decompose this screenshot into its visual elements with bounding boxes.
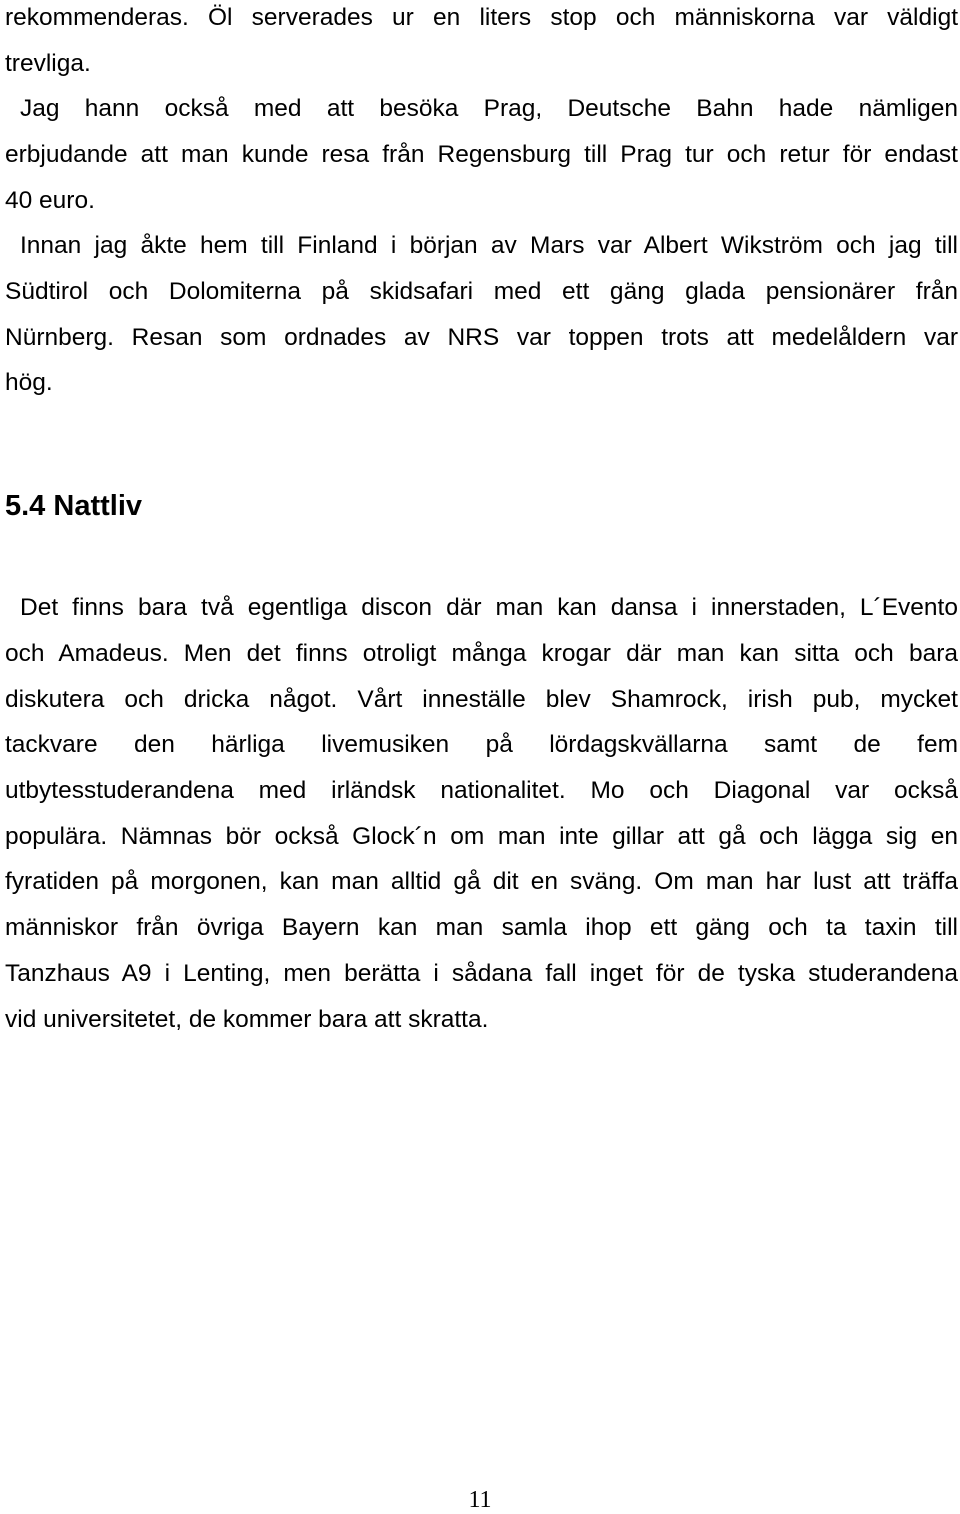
- document-page: [5, 0, 960, 1512]
- section-line-9: Tanzhaus A9 i Lenting, men berätta i sådana fall inget för de tyska studerandena: [5, 960, 958, 987]
- section-line-6: populära. Nämnas bör också Glock´n om man inte gillar att gå och lägga sig en: [5, 823, 958, 850]
- page-number: 11: [468, 1487, 492, 1513]
- section-line-1: Det finns bara två egentliga discon där man kan dansa i innerstaden, L´Evento: [20, 594, 958, 621]
- section-line-10: vid universitetet, de kommer bara att skratta.: [5, 1006, 489, 1033]
- paragraph-3-line-2: Südtirol och Dolomiterna på skidsafari med ett gäng glada pensionärer från: [5, 278, 958, 305]
- section-line-8: människor från övriga Bayern kan man samla ihop ett gäng och ta taxin till: [5, 914, 958, 941]
- section-line-5: utbytesstuderandena med irländsk nationalitet. Mo och Diagonal var också: [5, 777, 958, 804]
- section-line-2: och Amadeus. Men det finns otroligt många krogar där man kan sitta och bara: [5, 640, 958, 667]
- paragraph-3-line-1: Innan jag åkte hem till Finland i början av Mars var Albert Wikström och jag till: [20, 232, 958, 259]
- section-line-7: fyratiden på morgonen, kan man alltid gå dit en sväng. Om man har lust att träffa: [5, 868, 958, 895]
- section-heading: 5.4 Nattliv: [5, 490, 142, 522]
- paragraph-3-line-4: hög.: [5, 369, 53, 396]
- section-line-4: tackvare den härliga livemusiken på lördagskvällarna samt de fem: [5, 731, 958, 758]
- paragraph-3-line-3: Nürnberg. Resan som ordnades av NRS var toppen trots att medelåldern var: [5, 324, 958, 351]
- paragraph-1-line-2: trevliga.: [5, 50, 91, 77]
- paragraph-2-line-2: erbjudande att man kunde resa från Regensburg till Prag tur och retur för endast: [5, 141, 958, 168]
- section-line-3: diskutera och dricka något. Vårt inneställe blev Shamrock, irish pub, mycket: [5, 686, 958, 713]
- paragraph-1-line-1: rekommenderas. Öl serverades ur en liters stop och människorna var väldigt: [5, 4, 958, 31]
- paragraph-2-line-1: Jag hann också med att besöka Prag, Deutsche Bahn hade nämligen: [20, 95, 958, 122]
- paragraph-2-line-3: 40 euro.: [5, 187, 95, 214]
